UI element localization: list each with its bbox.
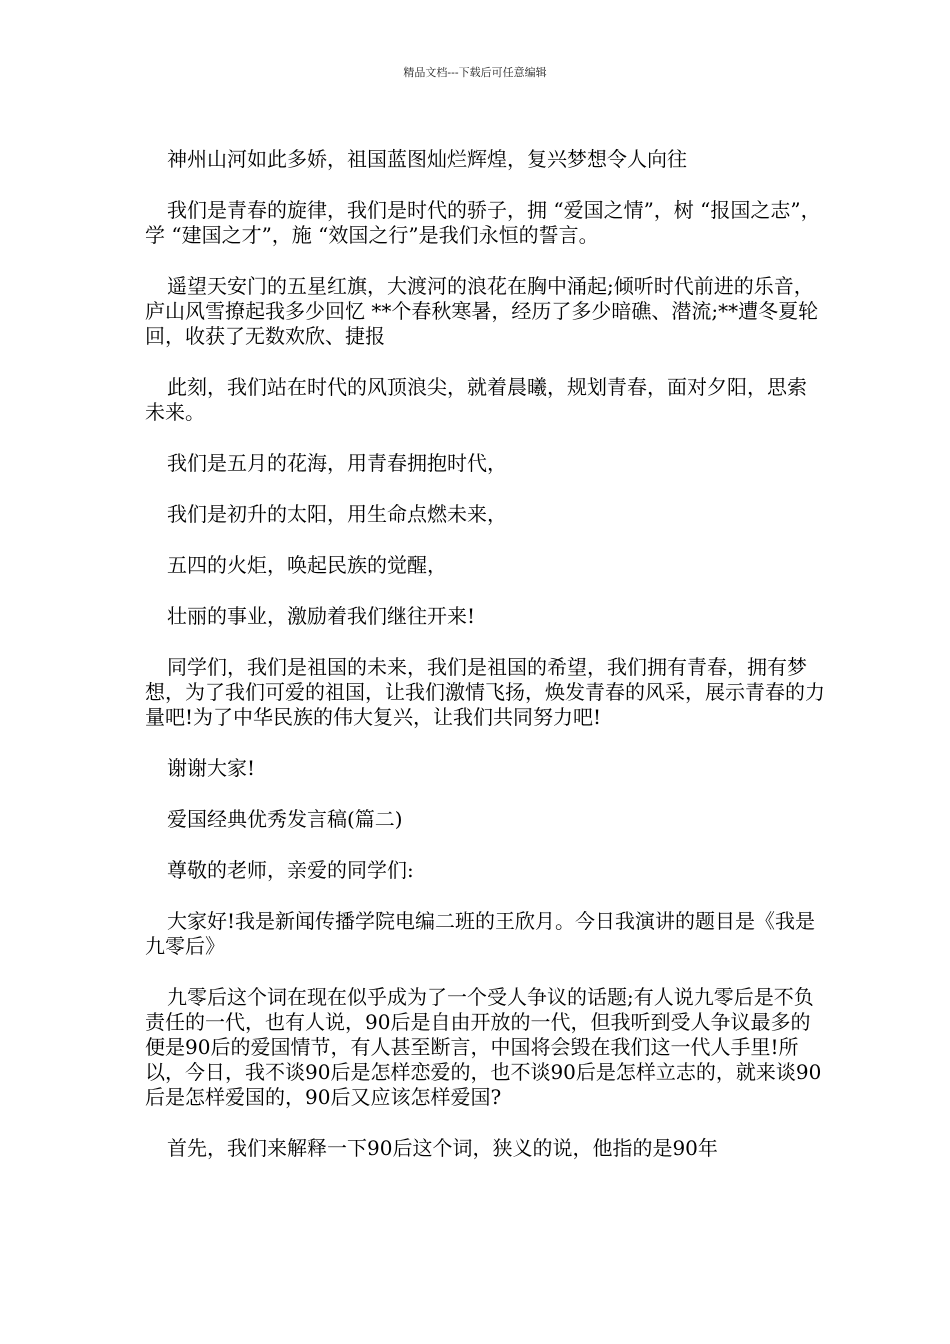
paragraph-verse-3: 五四的火炬，唤起民族的觉醒， [167,553,447,577]
page-header: 精品文档---下载后可任意编辑 [403,66,547,79]
paragraph-tiananmen: 遥望天安门的五星红旗，大渡河的浪花在胸中涌起;倾听时代前进的乐音，庐山风雪撩起我多少回忆 **个春秋寒暑，经历了多少暗礁、潜流;**遭冬夏轮回，收获了无数欢欣、捷报 [145,274,819,348]
paragraph-thanks: 谢谢大家! [167,756,256,780]
paragraph-definition: 首先，我们来解释一下90后这个词，狭义的说，他指的是90年 [167,1136,718,1160]
paragraph-verse-2: 我们是初升的太阳，用生命点燃未来， [167,502,507,526]
paragraph-verse-4: 壮丽的事业，激励着我们继往开来! [167,604,476,628]
paragraph-classmates: 同学们，我们是祖国的未来，我们是祖国的希望，我们拥有青春，拥有梦想，为了我们可爱的祖国，让我们激情飞扬，焕发青春的风采，展示青春的力量吧!为了中华民族的伟大复兴，让我们共同努力吧! [145,655,825,729]
paragraph-intro-line: 神州山河如此多娇，祖国蓝图灿烂辉煌，复兴梦想令人向往 [167,147,687,171]
section-title-part-two: 爱国经典优秀发言稿(篇二) [167,807,403,831]
paragraph-post90s-debate: 九零后这个词在现在似乎成为了一个受人争议的话题;有人说九零后是不负责任的一代，也有人说，90后是自由开放的一代，但我听到受人争议最多的便是90后的爱国情节，有人甚至断言，中国将会毁在我们这一代人手里!所以，今日，我不谈90后是怎样恋爱的，也不谈90后是怎样立志的，就来谈90后是怎样爱国的，90后又应该怎样爱国? [145,985,822,1109]
paragraph-greeting: 尊敬的老师，亲爱的同学们: [167,858,414,882]
paragraph-youth-oath: 我们是青春的旋律，我们是时代的骄子，拥 “爱国之情”，树 “报国之志”，学 “建国之才”，施 “效国之行”是我们永恒的誓言。 [145,198,821,247]
paragraph-verse-1: 我们是五月的花海，用青春拥抱时代， [167,451,507,475]
document-body [145,147,825,1187]
paragraph-this-moment: 此刻，我们站在时代的风顶浪尖，就着晨曦，规划青春，面对夕阳，思索未来。 [145,375,807,424]
paragraph-self-intro: 大家好!我是新闻传播学院电编二班的王欣月。今日我演讲的题目是《我是九零后》 [145,909,816,958]
